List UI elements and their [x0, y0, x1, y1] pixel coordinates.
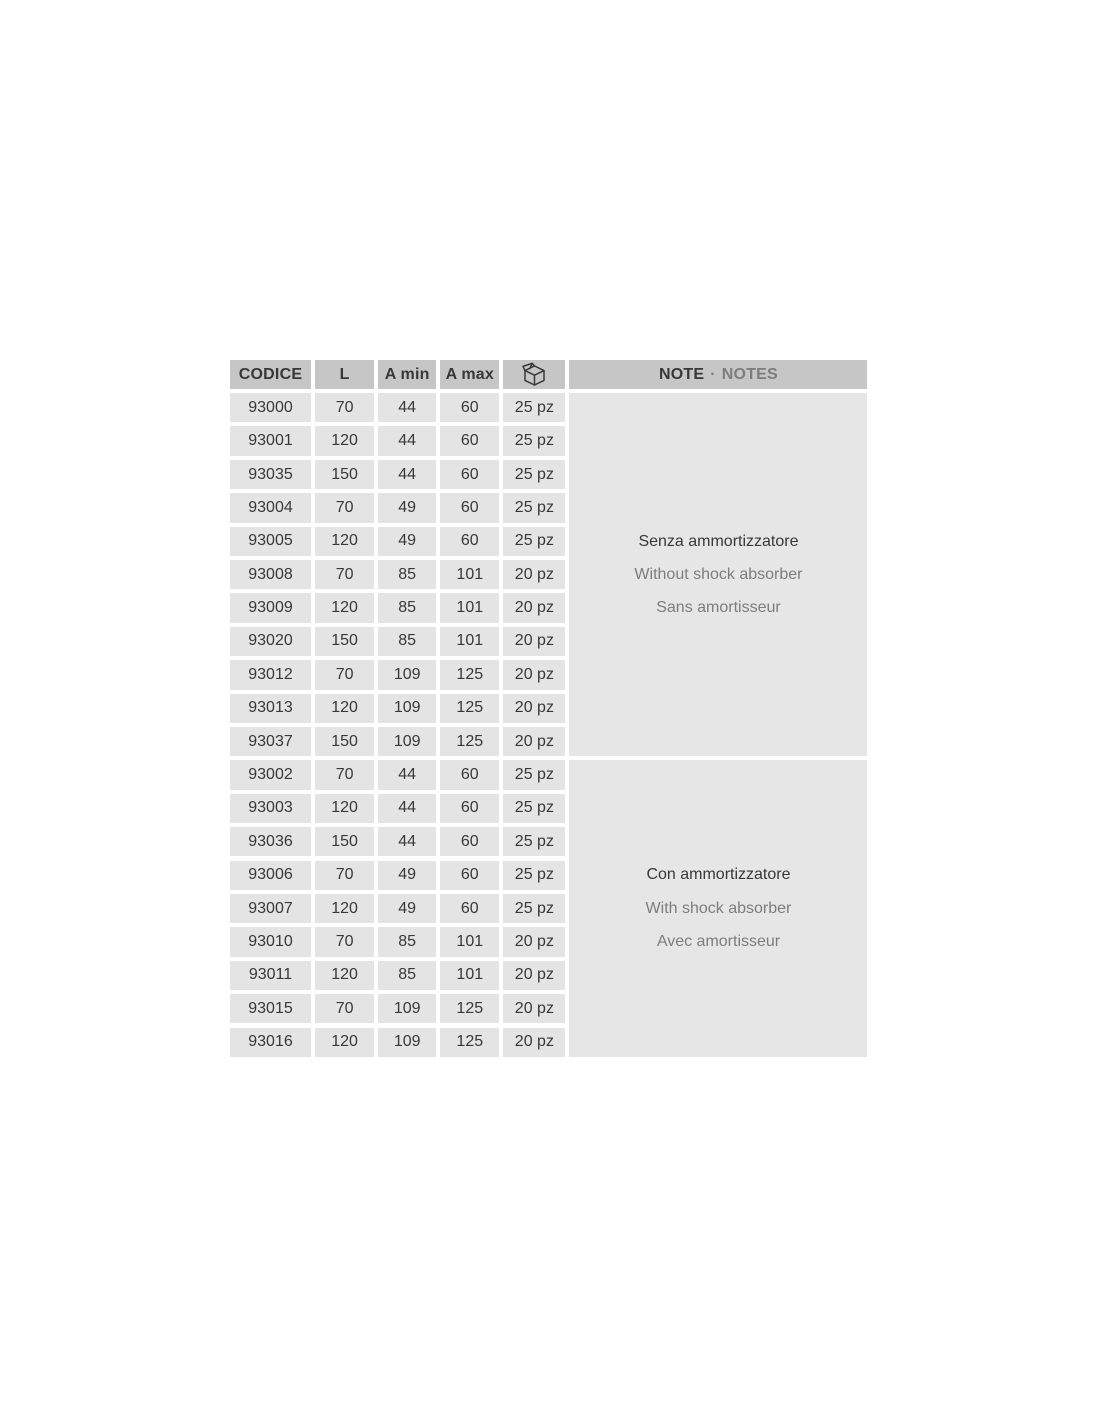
cell-a_min: 85: [378, 961, 436, 990]
cell-l: 150: [315, 460, 374, 489]
note-line: Without shock absorber: [634, 565, 803, 583]
cell-l: 70: [315, 660, 374, 689]
note-panel-group-1: [569, 393, 867, 756]
cell-package_qty: 20 pz: [503, 627, 565, 656]
cell-package_qty: 20 pz: [503, 727, 565, 756]
note-line: Sans amortisseur: [656, 599, 781, 617]
cell-l: 70: [315, 560, 374, 589]
header-a-max: A max: [440, 360, 499, 389]
cell-a_max: 101: [440, 961, 499, 990]
cell-a_max: 60: [440, 493, 499, 522]
cell-package_qty: 20 pz: [503, 593, 565, 622]
cell-package_qty: 25 pz: [503, 760, 565, 789]
cell-codice: 93006: [230, 861, 311, 890]
cell-l: 150: [315, 827, 374, 856]
cell-a_max: 125: [440, 1028, 499, 1057]
cell-a_min: 44: [378, 760, 436, 789]
cell-l: 70: [315, 760, 374, 789]
header-a-min: A min: [378, 360, 436, 389]
cell-a_min: 85: [378, 560, 436, 589]
cell-a_max: 60: [440, 426, 499, 455]
cell-l: 70: [315, 861, 374, 890]
cell-package_qty: 25 pz: [503, 460, 565, 489]
cell-codice: 93004: [230, 493, 311, 522]
cell-a_min: 49: [378, 894, 436, 923]
cell-a_max: 125: [440, 660, 499, 689]
cell-a_min: 49: [378, 527, 436, 556]
cell-a_max: 101: [440, 593, 499, 622]
cell-a_max: 125: [440, 727, 499, 756]
cell-codice: 93011: [230, 961, 311, 990]
cell-a_max: 60: [440, 894, 499, 923]
cell-codice: 93009: [230, 593, 311, 622]
note-line: Senza ammortizzatore: [638, 532, 799, 550]
cell-a_max: 101: [440, 927, 499, 956]
cell-package_qty: 20 pz: [503, 994, 565, 1023]
cell-l: 70: [315, 493, 374, 522]
note-line: Con ammortizzatore: [646, 866, 791, 884]
cell-a_min: 44: [378, 460, 436, 489]
cell-package_qty: 25 pz: [503, 527, 565, 556]
cell-codice: 93007: [230, 894, 311, 923]
cell-package_qty: 20 pz: [503, 1028, 565, 1057]
cell-package_qty: 20 pz: [503, 927, 565, 956]
cell-l: 120: [315, 426, 374, 455]
cell-a_min: 44: [378, 393, 436, 422]
cell-package_qty: 25 pz: [503, 861, 565, 890]
cell-codice: 93000: [230, 393, 311, 422]
cell-codice: 93015: [230, 994, 311, 1023]
header-notes-label: NOTES: [721, 365, 778, 383]
header-note: [569, 360, 867, 389]
cell-codice: 93001: [230, 426, 311, 455]
cell-codice: 93002: [230, 760, 311, 789]
header-package-qty: [503, 360, 565, 389]
cell-package_qty: 20 pz: [503, 660, 565, 689]
cell-a_min: 44: [378, 794, 436, 823]
cell-a_min: 44: [378, 426, 436, 455]
cell-codice: 93010: [230, 927, 311, 956]
cell-l: 120: [315, 593, 374, 622]
cell-codice: 93036: [230, 827, 311, 856]
cell-package_qty: 25 pz: [503, 794, 565, 823]
cell-a_min: 44: [378, 827, 436, 856]
note-line: With shock absorber: [645, 899, 792, 917]
cell-l: 70: [315, 393, 374, 422]
cell-a_max: 60: [440, 460, 499, 489]
cell-a_max: 60: [440, 794, 499, 823]
cell-codice: 93005: [230, 527, 311, 556]
cell-package_qty: 25 pz: [503, 493, 565, 522]
cell-a_min: 109: [378, 660, 436, 689]
cell-l: 150: [315, 627, 374, 656]
header-note-separator: ·: [710, 365, 716, 383]
header-codice: CODICE: [230, 360, 311, 389]
cell-package_qty: 20 pz: [503, 694, 565, 723]
cell-codice: 93008: [230, 560, 311, 589]
cell-a_min: 109: [378, 727, 436, 756]
note-line: Avec amortisseur: [656, 933, 781, 951]
cell-l: 120: [315, 694, 374, 723]
cell-a_max: 60: [440, 760, 499, 789]
cell-a_max: 125: [440, 994, 499, 1023]
cell-a_min: 85: [378, 627, 436, 656]
cell-a_min: 109: [378, 1028, 436, 1057]
cell-a_max: 60: [440, 393, 499, 422]
cell-l: 150: [315, 727, 374, 756]
cell-l: 120: [315, 1028, 374, 1057]
cell-codice: 93035: [230, 460, 311, 489]
cell-a_max: 60: [440, 527, 499, 556]
cell-codice: 93012: [230, 660, 311, 689]
cell-package_qty: 20 pz: [503, 560, 565, 589]
cell-a_min: 49: [378, 861, 436, 890]
cell-a_min: 85: [378, 927, 436, 956]
cell-a_min: 109: [378, 694, 436, 723]
cell-a_max: 101: [440, 627, 499, 656]
note-panel-group-2: [569, 760, 867, 1056]
cell-l: 120: [315, 894, 374, 923]
cell-codice: 93003: [230, 794, 311, 823]
header-length: L: [315, 360, 374, 389]
cell-l: 120: [315, 527, 374, 556]
cell-a_min: 109: [378, 994, 436, 1023]
cell-codice: 93013: [230, 694, 311, 723]
product-table: [230, 360, 867, 1057]
cell-a_min: 85: [378, 593, 436, 622]
cell-a_min: 49: [378, 493, 436, 522]
cell-a_max: 60: [440, 861, 499, 890]
cell-l: 120: [315, 794, 374, 823]
cell-l: 70: [315, 927, 374, 956]
package-box-icon: [521, 362, 548, 387]
cell-package_qty: 25 pz: [503, 827, 565, 856]
cell-codice: 93020: [230, 627, 311, 656]
cell-a_max: 60: [440, 827, 499, 856]
cell-codice: 93016: [230, 1028, 311, 1057]
cell-l: 120: [315, 961, 374, 990]
cell-package_qty: 20 pz: [503, 961, 565, 990]
cell-package_qty: 25 pz: [503, 894, 565, 923]
cell-a_max: 125: [440, 694, 499, 723]
header-note-label: NOTE: [659, 365, 705, 383]
cell-codice: 93037: [230, 727, 311, 756]
cell-l: 70: [315, 994, 374, 1023]
cell-package_qty: 25 pz: [503, 426, 565, 455]
cell-package_qty: 25 pz: [503, 393, 565, 422]
cell-a_max: 101: [440, 560, 499, 589]
